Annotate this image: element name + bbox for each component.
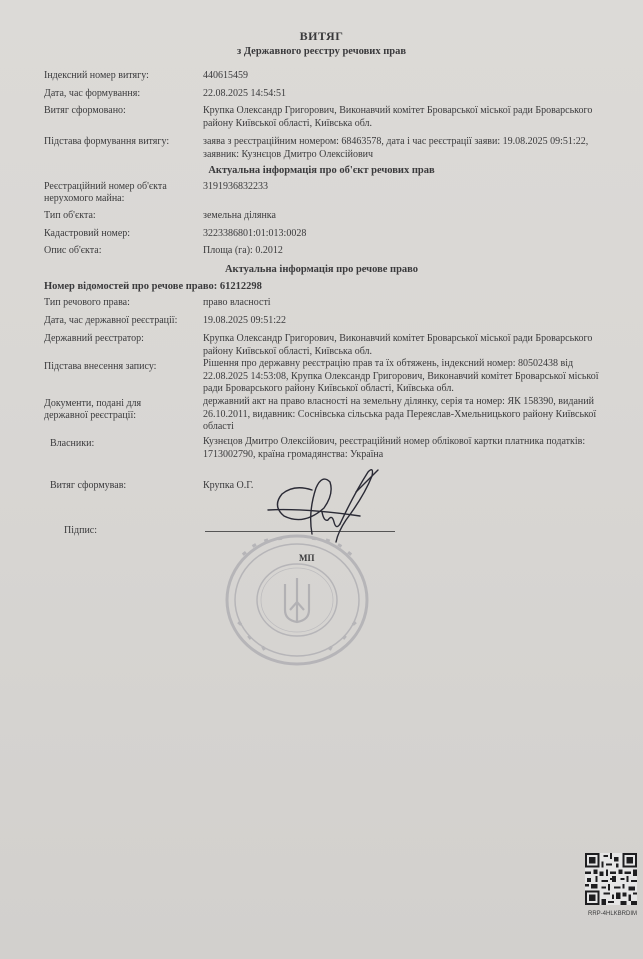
registrar-label: Державний реєстратор: xyxy=(44,333,144,344)
owners-value: Кузнєцов Дмитро Олексійович, реєстраційний номер облікової картки платника податків: 1713002790, країна громадянства: Україна xyxy=(203,436,586,460)
mp-stamp-label: МП xyxy=(299,553,315,563)
basis-value: заява з реєстраційним номером: 68463578, дата і час реєстрації заяви: 19.08.2025 09:51:22, заявник: Кузнєцов Дмитро Олексійович xyxy=(203,136,589,160)
documents-label: Документи, подані для державної реєстрації: xyxy=(44,398,142,421)
qr-code-text: RRP-4HLKBRDIM xyxy=(587,911,637,917)
right-date-value: 19.08.2025 09:51:22 xyxy=(203,315,287,326)
object-type-label: Тип об'єкта: xyxy=(44,210,96,221)
formed-value: Крупка Олександр Григорович, Виконавчий комітет Броварської міської ради Броварського району Київської області, Київська обл. xyxy=(203,105,593,129)
object-type-value: земельна ділянка xyxy=(203,210,276,221)
handwritten-signature xyxy=(264,464,389,559)
index-value: 440615459 xyxy=(203,70,248,81)
object-desc-label: Опис об'єкта: xyxy=(44,245,102,256)
qr-code xyxy=(585,853,637,905)
object-regnum-value: 3191936832233 xyxy=(203,181,268,192)
formed-by-value: Крупка О.Г. xyxy=(203,480,254,491)
right-number-line: Номер відомостей про речове право: 61212298 xyxy=(44,281,262,292)
right-section-heading: Актуальна інформація про речове право xyxy=(224,264,419,275)
basis-label: Підстава формування витягу: xyxy=(44,136,170,147)
right-type-label: Тип речового права: xyxy=(44,297,130,308)
entry-basis-label: Підстава внесення запису: xyxy=(44,361,157,372)
document-title: ВИТЯГ xyxy=(299,29,344,43)
owners-label: Власники: xyxy=(50,438,95,449)
document-subtitle: з Державного реєстру речових прав xyxy=(236,46,407,57)
object-regnum-label: Реєстраційний номер об'єкта нерухомого майна: xyxy=(44,181,167,204)
formed-by-label: Витяг сформував: xyxy=(50,480,127,491)
registrar-value: Крупка Олександр Григорович, Виконавчий комітет Броварської міської ради Броварського району Київської області, Київська обл. xyxy=(203,333,593,357)
entry-basis-value: Рішення про державну реєстрацію прав та їх обтяжень, індексний номер: 80502438 від 22.08.2025 14:53:08, Крупка Олександр Григорович, Виконавчий комітет Броварської міської ради Броварського району Київської області, Київська обл. xyxy=(203,358,599,394)
signature-label: Підпис: xyxy=(64,525,98,536)
object-section-heading: Актуальна інформація про об'єкт речових прав xyxy=(208,165,435,176)
date-label: Дата, час формування: xyxy=(44,88,141,99)
date-value: 22.08.2025 14:54:51 xyxy=(203,88,287,99)
cadastral-value: 3223386801:01:013:0028 xyxy=(203,228,307,239)
index-label: Індексний номер витягу: xyxy=(44,70,149,81)
right-type-value: право власності xyxy=(203,297,271,308)
cadastral-label: Кадастровий номер: xyxy=(44,228,131,239)
documents-value: державний акт на право власності на земельну ділянку, серія та номер: ЯК 158390, виданий 26.10.2011, видавник: Соснівська сільська рада Переяслав-Хмельницького району Київської області xyxy=(203,396,597,432)
formed-label: Витяг сформовано: xyxy=(44,105,126,116)
object-desc-value: Площа (га): 0.2012 xyxy=(203,245,283,256)
right-date-label: Дата, час державної реєстрації: xyxy=(44,315,178,326)
